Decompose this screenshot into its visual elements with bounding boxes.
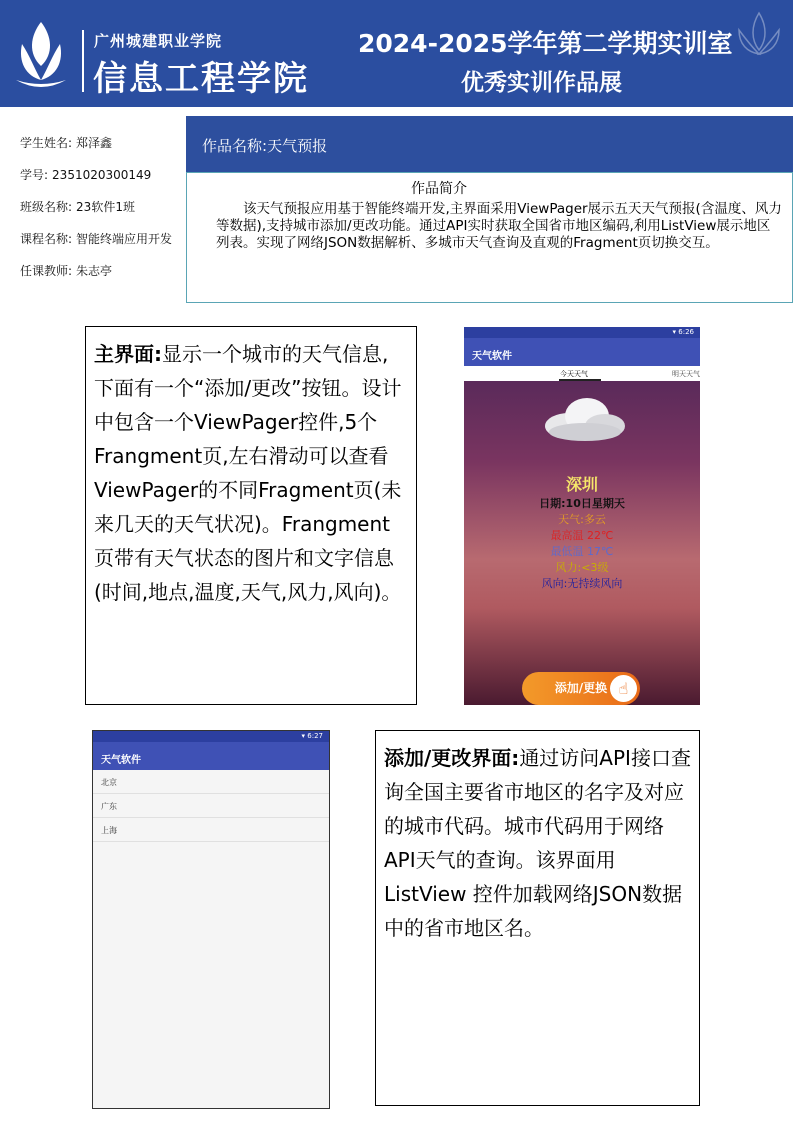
header-banner [0, 0, 793, 107]
student-name-value: 郑泽鑫 [76, 136, 113, 150]
main-description-lead: 主界面: [94, 342, 162, 366]
banner-title-line1: 2024-2025学年第二学期实训室 [358, 29, 733, 58]
weather-wind-direction: 风向:无持续风向 [541, 577, 623, 590]
list-item[interactable]: 广东 [93, 794, 329, 818]
status-time: 6:26 [678, 328, 694, 336]
class-label: 班级名称: [20, 200, 73, 214]
school-name: 广州城建职业学院 [94, 32, 223, 50]
tab-today[interactable]: 今天天气 [560, 370, 588, 378]
app-title: 天气软件 [472, 351, 512, 362]
teacher-label: 任课教师: [20, 264, 73, 278]
work-intro-box [186, 172, 793, 303]
main-screen-description [85, 326, 417, 705]
weather-high: 最高温 22℃ [550, 529, 614, 542]
status-bar [93, 731, 329, 742]
app-title-bar [93, 742, 329, 770]
intro-title: 作品简介 [411, 181, 467, 197]
add-description-text: 通过访问API接口查询全国主要省市地区的名字及对应的城市代码。城市代码用于网络API天气的查询。该界面用 ListView 控件加载网络JSON数据中的省市地区名。 [384, 746, 691, 940]
course-row [20, 230, 172, 247]
weather-date: 日期:10日星期天 [539, 497, 625, 510]
class-value: 23软件1班 [76, 200, 135, 214]
add-screen-description [375, 730, 700, 1106]
weather-condition: 天气:多云 [558, 513, 606, 526]
phone-list-screenshot [92, 730, 330, 1109]
college-logo-icon [10, 14, 72, 94]
class-row [20, 198, 135, 215]
wifi-icon: ▾ [301, 732, 306, 740]
add-change-label: 添加/更换 [554, 681, 608, 695]
status-bar [464, 327, 700, 338]
weather-fragment [464, 381, 700, 705]
course-value: 智能终端应用开发 [76, 232, 173, 246]
work-name-label: 作品名称: [202, 137, 268, 155]
work-name-bar [186, 116, 793, 172]
list-item[interactable]: 北京 [93, 770, 329, 794]
weather-wind-power: 风力:<3级 [555, 561, 609, 574]
add-description-lead: 添加/更改界面: [384, 746, 520, 770]
main-description-text: 显示一个城市的天气信息,下面有一个“添加/更改”按钮。设计中包含一个ViewPager控件,5个Frangment页,左右滑动可以查看ViewPager的不同Fragment页(未来几天的天气状况)。Frangment页带有天气状态的图片和文字信息(时间,地点,温度,天气,风力,风向)。 [94, 342, 402, 604]
student-name-label: 学生姓名: [20, 136, 73, 150]
add-change-button[interactable] [522, 672, 640, 705]
banner-title-line2: 优秀实训作品展 [461, 70, 622, 96]
hand-icon: ☝ [610, 675, 637, 702]
student-name-row [20, 134, 112, 151]
college-name: 信息工程学院 [93, 59, 309, 99]
phone-main-screenshot [464, 327, 700, 705]
student-id-label: 学号: [20, 168, 49, 182]
logo-divider [82, 30, 84, 92]
status-time: 6:27 [307, 732, 323, 740]
list-item[interactable]: 上海 [93, 818, 329, 842]
weather-low: 最低温 17℃ [550, 545, 614, 558]
student-id-value: 2351020300149 [52, 168, 152, 182]
weather-tabs [464, 366, 700, 381]
work-name-value: 天气预报 [267, 137, 328, 155]
lotus-decoration-icon [729, 8, 789, 68]
cloudy-weather-icon [539, 394, 629, 444]
app-title-bar [464, 338, 700, 366]
student-id-row [20, 166, 151, 183]
teacher-row [20, 262, 112, 279]
teacher-value: 朱志亭 [76, 264, 113, 278]
app-title: 天气软件 [101, 755, 141, 766]
course-label: 课程名称: [20, 232, 73, 246]
wifi-icon: ▾ [672, 328, 677, 336]
intro-text: 该天气预报应用基于智能终端开发,主界面采用ViewPager展示五天天气预报(含温度、风力等数据),支持城市添加/更改功能。通过API实时获取全国省市地区编码,利用ListView展示地区列表。实现了网络JSON数据解析、多城市天气查询及直观的Fragment页切换交互。 [216, 201, 782, 251]
weather-city: 深圳 [565, 475, 598, 494]
tab-tomorrow[interactable]: 明天天气 [672, 370, 700, 378]
